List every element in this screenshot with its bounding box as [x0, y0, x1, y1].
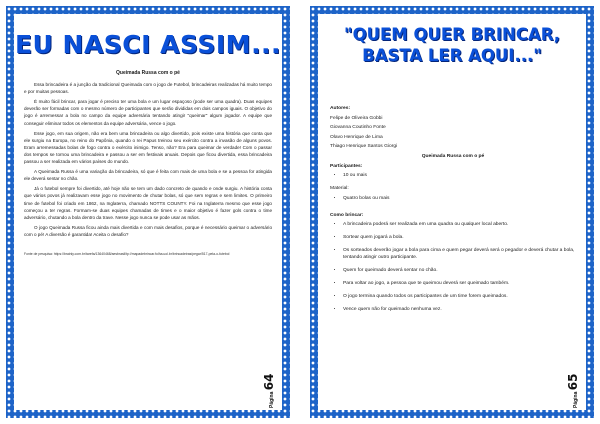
- page-label: Página: [573, 391, 579, 408]
- list-item: • Vence quem não for queimado nenhuma vez.: [343, 305, 576, 313]
- left-page: [6, 6, 290, 418]
- page-number-value: 65: [566, 373, 580, 391]
- page-label: Página: [269, 391, 275, 408]
- list-item: • Os sorteados deverão jogar a bola para cima e quem pegar deverá será o pegador e deverá chutar a bola, tentando atingir outro participante.: [343, 246, 576, 261]
- list-item: • O jogo termina quando todos os participantes de um time forem queimados.: [343, 292, 576, 300]
- material-label: Material:: [330, 186, 349, 192]
- list-item: • Quem for queimado deverá sentar no chão.: [343, 266, 576, 274]
- author: Felipe de Oliveira Gobbi: [330, 115, 383, 121]
- list-item: • Para voltar ao jogo, a pessoa que te queimou deverá ser queimado também.: [343, 279, 576, 287]
- paragraph: A Queimada Russa é uma variação da brincadeira, só que é feita com mais de uma bola e se a pessoa for atingida ele deverá sentar no chão.: [24, 169, 272, 182]
- participants-list: [330, 171, 576, 179]
- source-reference: Fonte de pesquisa: https://brainly.com.br/tarefa/13640468/aesbrasil/tp://mapadebrincar.folha.uol.br/brincadeiras/pegar/517-pela-o-futebol: [24, 251, 230, 256]
- paragraph: O jogo Queimada Russa ficou ainda mais divertida e com mais desafios, porque é necessário queimar o adversário com o pé! A diversão é garantida! Aceita o desafio?: [24, 224, 272, 237]
- left-subtitle: Queimada Russa com o pé: [116, 70, 180, 76]
- left-page-body: [24, 70, 272, 260]
- game-name: Queimada Russa com o pé: [421, 153, 485, 159]
- author: Giovanna Coutinho Fonte: [330, 125, 386, 131]
- left-page-content: [14, 14, 282, 410]
- right-page-body: [330, 104, 576, 318]
- right-page: [310, 6, 594, 418]
- page-number: [566, 374, 580, 409]
- material-list: [330, 194, 576, 202]
- paragraph: Esse jogo, em sua origem, não era bem uma brincadeira ou algo divertido, pois existe uma história que conta que ele surgiu na Europa, no reino do Papônia, quando o rei Papus treinou seu exército contra a invasão de alguns povos. Eram arremessadas bolas de fogo contra o exército inimigo. Tenso, não? Era para queimar de verdade! Com o passar dos tempos se tornou uma brincadeira e passou a ser em festivais anuais. Depois que ficou divertida, essa brincadeira passou a ser realizada em vários países do mundo.: [24, 130, 272, 165]
- paragraph: Essa brincadeira é a junção da tradicional Queimada com o jogo de Futebol, brincadeiras realizadas há muito tempo e por muitas pessoas.: [24, 82, 272, 95]
- list-item: • Quatro bolas ou mais: [343, 194, 576, 202]
- page-number: [262, 374, 276, 409]
- left-page-title: EU NASCI ASSIM...: [14, 30, 282, 59]
- author: Olavo Henrique de Lima: [330, 134, 383, 140]
- participants-label: Participantes:: [330, 163, 363, 169]
- list-item: • Sortear quem jogará a bola.: [343, 233, 576, 241]
- page-number-value: 64: [262, 373, 276, 391]
- author: Thiago Henrique Santos Giorgi: [330, 144, 398, 150]
- list-item: • 10 ou mais: [343, 171, 576, 179]
- paragraph: Já o futebol sempre foi divertido, até hoje não se tem um dado concreto de quando e onde surgiu. A história conta que vários povos já realizavam esse jogo no movimento de chutar bolas, só que sem regras e sem limites. O primeiro time de futebol foi criado em 1862, na Inglaterra, chamado NOTTS COUNTY. Foi na Inglaterra mesmo que esse jogo começou a ter regras. Formam-se duas equipes chamadas de times e o maior objetivo é fazer gols contra o time adversário, chutando a bola dentro da trave. Nesse jogo nunca se pode usar as mãos.: [24, 186, 272, 220]
- authors-label: Autores:: [330, 106, 351, 111]
- right-page-content: [318, 14, 586, 410]
- list-item: • A brincadeira poderá ser realizada em uma quadra ou qualquer local aberto.: [343, 220, 576, 228]
- steps-list: [330, 220, 576, 313]
- paragraph: É muito fácil brincar, para jogar é preciso ter uma bola e um lugar espaçoso (pode ser uma quadra). Duas equipes deverão ser formadas com o mesmo número de participantes que serão divididas em dois campos iguais. O objetivo do jogo é arremessar a bola no campo da equipe adversária tentando atingir "queimar" algum jogador. A equipe que conseguir eliminar todos os elementos da equipe adversária, vence o jogo.: [24, 99, 272, 126]
- howto-label: Como brincar:: [330, 212, 364, 218]
- right-page-title: "QUEM QUER BRINCAR, BASTA LER AQUI...": [344, 25, 560, 65]
